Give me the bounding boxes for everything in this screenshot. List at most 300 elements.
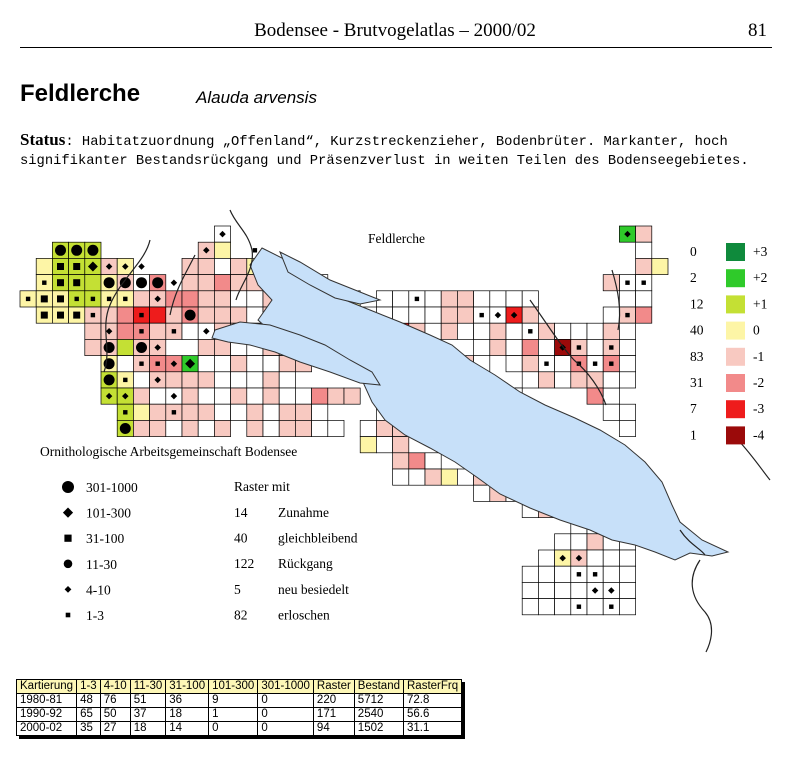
raster-cell: [603, 388, 619, 404]
running-header: Bodensee - Brutvogelatlas – 2000/02: [254, 20, 536, 41]
symbol-small-square: [91, 313, 95, 317]
raster-cell: [198, 339, 214, 355]
raster-cell: [522, 339, 538, 355]
raster-cell: [150, 404, 166, 420]
map-credit: Ornithologische Arbeitsgemeinschaft Bodensee: [40, 444, 298, 459]
raster-cell: [247, 372, 263, 388]
raster-cell: [409, 469, 425, 485]
change-legend-swatch: [726, 243, 745, 261]
table-cell: 35: [77, 722, 101, 736]
raster-cell: [425, 469, 441, 485]
raster-cell: [636, 258, 652, 274]
raster-cell: [538, 566, 554, 582]
raster-cell: [522, 599, 538, 615]
symbol-square: [57, 295, 64, 302]
raster-title: Raster mit: [234, 479, 290, 494]
table-row: [17, 722, 462, 736]
status-label: Status: [20, 130, 66, 149]
raster-cell: [150, 323, 166, 339]
raster-cell: [182, 291, 198, 307]
raster-cell: [198, 404, 214, 420]
raster-cell: [506, 339, 522, 355]
raster-cell: [441, 291, 457, 307]
change-legend-count: 31: [690, 375, 704, 390]
raster-cell: [231, 307, 247, 323]
raster-cell: [474, 339, 490, 355]
change-legend-swatch: [726, 400, 745, 418]
raster-cell: [636, 226, 652, 242]
raster-cell: [474, 291, 490, 307]
table-cell: 2000-02: [17, 722, 77, 736]
raster-cell: [312, 404, 328, 420]
table-header-cell: 301-1000: [258, 680, 314, 694]
status-paragraph: [20, 130, 780, 171]
raster-cell: [182, 323, 198, 339]
raster-cell: [490, 339, 506, 355]
raster-cell: [360, 420, 376, 436]
raster-cell: [279, 404, 295, 420]
change-legend-label: +1: [753, 296, 768, 312]
raster-legend-count: 82: [234, 607, 248, 623]
raster-cell: [328, 388, 344, 404]
symbol-small-square: [593, 572, 597, 576]
symbol-small-square: [528, 329, 532, 333]
raster-cell: [538, 372, 554, 388]
table-cell: 1990-92: [17, 708, 77, 722]
raster-cell: [198, 372, 214, 388]
raster-cell: [587, 550, 603, 566]
change-legend-count: 0: [690, 244, 697, 259]
symbol-square: [41, 312, 48, 319]
raster-cell: [117, 356, 133, 372]
raster-cell: [587, 388, 603, 404]
symbol-small-square: [123, 410, 127, 414]
symbol-small-square: [415, 297, 419, 301]
raster-legend-count: 14: [234, 505, 248, 520]
distribution-map: [0, 200, 790, 655]
raster-cell: [619, 323, 635, 339]
raster-cell: [603, 372, 619, 388]
symbol-small-square: [123, 297, 127, 301]
table-header-cell: Raster: [313, 680, 354, 694]
symbol-large-circle: [152, 277, 163, 288]
raster-cell: [85, 323, 101, 339]
table-header-cell: Kartierung: [17, 680, 77, 694]
symbol-square: [41, 295, 48, 302]
raster-cell: [279, 388, 295, 404]
raster-cell: [457, 323, 473, 339]
table-header-row: [17, 680, 462, 694]
symbol-small-square: [139, 362, 143, 366]
symbol-large-circle: [185, 310, 196, 321]
raster-cell: [360, 437, 376, 453]
change-legend-label: +3: [753, 244, 768, 259]
table-cell: 94: [313, 722, 354, 736]
symbol-square: [57, 263, 64, 270]
size-legend-label: 11-30: [86, 556, 117, 572]
raster-cell: [603, 550, 619, 566]
raster-cell: [619, 356, 635, 372]
raster-legend-label: erloschen: [278, 607, 330, 623]
raster-cell: [295, 404, 311, 420]
symbol-square: [73, 263, 80, 270]
raster-cell: [166, 372, 182, 388]
raster-cell: [247, 388, 263, 404]
raster-cell: [619, 566, 635, 582]
raster-cell: [652, 258, 668, 274]
raster-cell: [214, 420, 230, 436]
symbol-small-square: [609, 345, 613, 349]
raster-cell: [603, 323, 619, 339]
raster-cell: [441, 469, 457, 485]
raster-cell: [117, 323, 133, 339]
symbol-large-circle: [55, 245, 66, 256]
raster-cell: [133, 404, 149, 420]
change-legend-label: -4: [753, 427, 765, 443]
raster-cell: [474, 323, 490, 339]
raster-cell: [279, 420, 295, 436]
table-header-cell: 31-100: [166, 680, 209, 694]
raster-cell: [555, 566, 571, 582]
raster-cell: [538, 582, 554, 598]
raster-legend-label: Rückgang: [278, 556, 333, 572]
raster-cell: [214, 307, 230, 323]
raster-legend: [234, 505, 358, 622]
raster-cell: [603, 566, 619, 582]
raster-cell: [619, 582, 635, 598]
raster-cell: [522, 566, 538, 582]
raster-cell: [231, 404, 247, 420]
symbol-small-square: [75, 297, 79, 301]
raster-cell: [166, 420, 182, 436]
raster-cell: [571, 582, 587, 598]
table-header-cell: RasterFrq: [404, 680, 462, 694]
table-cell: 65: [77, 708, 101, 722]
table-cell: 1980-81: [17, 694, 77, 708]
raster-cell: [133, 372, 149, 388]
raster-cell: [231, 356, 247, 372]
raster-cell: [522, 582, 538, 598]
raster-cell: [587, 372, 603, 388]
change-legend-swatch: [726, 348, 745, 366]
raster-cell: [490, 323, 506, 339]
table-cell: 0: [258, 694, 314, 708]
raster-cell: [133, 388, 149, 404]
species-latin-name: Alauda arvensis: [196, 88, 317, 107]
change-legend-swatch: [726, 322, 745, 340]
raster-cell: [376, 437, 392, 453]
raster-cell: [182, 388, 198, 404]
symbol-small-square: [593, 362, 597, 366]
raster-cell: [198, 291, 214, 307]
raster-cell: [231, 258, 247, 274]
raster-cell: [231, 372, 247, 388]
symbol-small-square: [577, 345, 581, 349]
species-name: Feldlerche: [20, 80, 141, 107]
table-header-cell: 11-30: [130, 680, 166, 694]
raster-cell: [328, 420, 344, 436]
raster-cell: [522, 291, 538, 307]
raster-cell: [587, 534, 603, 550]
change-legend-count: 7: [690, 401, 697, 417]
raster-cell: [198, 420, 214, 436]
change-legend-swatch: [726, 295, 745, 313]
table-cell: 27: [100, 722, 130, 736]
symbol-large-circle: [104, 374, 115, 385]
change-legend-count: 40: [690, 322, 704, 338]
raster-cell: [474, 485, 490, 501]
raster-cell: [279, 372, 295, 388]
symbol-square: [57, 279, 64, 286]
symbol-small-diamond: [138, 263, 145, 270]
raster-cell: [85, 275, 101, 291]
symbol-large-circle: [104, 277, 115, 288]
raster-cell: [619, 420, 635, 436]
raster-cell: [522, 372, 538, 388]
raster-cell: [182, 258, 198, 274]
table-cell: 37: [130, 708, 166, 722]
raster-cell: [295, 388, 311, 404]
raster-cell: [263, 372, 279, 388]
table-cell: 31.1: [404, 722, 462, 736]
size-legend-label: 101-300: [86, 505, 131, 521]
change-legend-count: 2: [690, 270, 697, 286]
raster-cell: [263, 388, 279, 404]
raster-cell: [263, 420, 279, 436]
symbol-large-circle: [87, 245, 98, 256]
change-legend-swatch: [726, 426, 745, 444]
raster-legend-label: gleichbleibend: [278, 530, 358, 546]
raster-cell: [619, 372, 635, 388]
raster-cell: [409, 453, 425, 469]
table-cell: 1502: [354, 722, 403, 736]
raster-cell: [247, 356, 263, 372]
raster-cell: [376, 291, 392, 307]
table-cell: 18: [166, 708, 209, 722]
table-header-cell: Bestand: [354, 680, 403, 694]
header-rule: [20, 47, 772, 48]
raster-cell: [117, 307, 133, 323]
table-row: [17, 694, 462, 708]
symbol-square: [73, 312, 80, 319]
raster-cell: [263, 356, 279, 372]
table-cell: 50: [100, 708, 130, 722]
raster-cell: [555, 599, 571, 615]
raster-cell: [571, 534, 587, 550]
symbol-small-diamond: [171, 279, 178, 286]
table-cell: 18: [130, 722, 166, 736]
raster-cell: [198, 307, 214, 323]
raster-cell: [231, 388, 247, 404]
raster-cell: [198, 275, 214, 291]
raster-cell: [247, 404, 263, 420]
raster-cell: [312, 420, 328, 436]
legend-symbol: [64, 560, 73, 569]
raster-cell: [506, 291, 522, 307]
symbol-small-square: [172, 329, 176, 333]
symbol-small-square: [625, 281, 629, 285]
raster-cell: [182, 420, 198, 436]
raster-cell: [150, 420, 166, 436]
raster-cell: [538, 339, 554, 355]
raster-cell: [117, 339, 133, 355]
raster-cell: [555, 356, 571, 372]
symbol-small-square: [139, 329, 143, 333]
raster-cell: [150, 388, 166, 404]
symbol-small-square: [156, 362, 160, 366]
symbol-large-circle: [120, 423, 131, 434]
raster-cell: [555, 372, 571, 388]
census-table: [16, 679, 462, 736]
symbol-large-circle: [120, 277, 131, 288]
symbol-square: [57, 312, 64, 319]
table-cell: 171: [313, 708, 354, 722]
raster-cell: [506, 356, 522, 372]
symbol-small-square: [609, 362, 613, 366]
raster-cell: [619, 550, 635, 566]
raster-cell: [619, 339, 635, 355]
raster-legend-label: Zunahme: [278, 505, 329, 520]
raster-cell: [247, 291, 263, 307]
table-cell: 56.6: [404, 708, 462, 722]
raster-cell: [457, 307, 473, 323]
raster-cell: [522, 356, 538, 372]
symbol-large-circle: [104, 342, 115, 353]
table-header-cell: 101-300: [209, 680, 258, 694]
symbol-small-square: [172, 410, 176, 414]
raster-cell: [490, 291, 506, 307]
page-number: 81: [748, 20, 767, 41]
raster-cell: [603, 307, 619, 323]
change-legend-label: -2: [753, 375, 765, 390]
raster-cell: [425, 291, 441, 307]
symbol-small-square: [480, 313, 484, 317]
raster-legend-count: 122: [234, 556, 255, 572]
raster-cell: [263, 404, 279, 420]
raster-cell: [636, 307, 652, 323]
table-cell: 0: [209, 722, 258, 736]
raster-cell: [150, 307, 166, 323]
raster-cell: [441, 323, 457, 339]
raster-cell: [636, 291, 652, 307]
map-title: Feldlerche: [368, 231, 425, 246]
table-cell: 1: [209, 708, 258, 722]
raster-cell: [409, 307, 425, 323]
raster-cell: [457, 291, 473, 307]
table-header-cell: 4-10: [100, 680, 130, 694]
change-legend-count: 12: [690, 296, 704, 312]
symbol-small-square: [544, 362, 548, 366]
table-row: [17, 708, 462, 722]
raster-cell: [619, 404, 635, 420]
raster-cell: [587, 599, 603, 615]
raster-cell: [214, 404, 230, 420]
symbol-small-square: [642, 281, 646, 285]
raster-cell: [603, 404, 619, 420]
legend-symbol: [63, 508, 73, 518]
raster-cell: [214, 291, 230, 307]
raster-cell: [441, 307, 457, 323]
table-cell: 14: [166, 722, 209, 736]
size-legend-label: 1-3: [86, 608, 104, 623]
raster-cell: [36, 258, 52, 274]
size-legend-label: 4-10: [86, 582, 111, 598]
symbol-small-square: [577, 605, 581, 609]
raster-cell: [619, 599, 635, 615]
change-legend-swatch: [726, 269, 745, 287]
change-legend-label: +2: [753, 270, 768, 286]
table-header-cell: 1-3: [77, 680, 101, 694]
change-legend: [690, 243, 768, 444]
raster-cell: [198, 258, 214, 274]
table-cell: 9: [209, 694, 258, 708]
raster-cell: [571, 323, 587, 339]
symbol-small-square: [123, 378, 127, 382]
raster-cell: [555, 582, 571, 598]
table-cell: 76: [100, 694, 130, 708]
symbol-large-circle: [136, 277, 147, 288]
symbol-small-square: [107, 297, 111, 301]
table-cell: 2540: [354, 708, 403, 722]
change-legend-label: -3: [753, 401, 765, 417]
raster-cell: [133, 420, 149, 436]
change-legend-swatch: [726, 374, 745, 392]
raster-cell: [101, 307, 117, 323]
change-legend-count: 1: [690, 427, 697, 443]
raster-cell: [214, 372, 230, 388]
raster-cell: [538, 550, 554, 566]
raster-cell: [247, 420, 263, 436]
raster-legend-label: neu besiedelt: [278, 581, 349, 597]
legend-symbol: [62, 481, 74, 493]
size-legend: [62, 480, 138, 623]
legend-symbol: [65, 586, 72, 593]
raster-cell: [214, 356, 230, 372]
raster-cell: [85, 339, 101, 355]
raster-cell: [393, 437, 409, 453]
raster-cell: [166, 307, 182, 323]
symbol-small-square: [625, 313, 629, 317]
raster-cell: [295, 420, 311, 436]
raster-cell: [393, 453, 409, 469]
raster-cell: [182, 404, 198, 420]
raster-cell: [312, 388, 328, 404]
raster-legend-count: 5: [234, 581, 241, 597]
raster-cell: [214, 242, 230, 258]
raster-cell: [133, 291, 149, 307]
raster-cell: [198, 388, 214, 404]
raster-legend-count: 40: [234, 530, 248, 546]
raster-cell: [555, 323, 571, 339]
change-legend-label: -1: [753, 348, 765, 364]
raster-cell: [587, 323, 603, 339]
raster-cell: [538, 599, 554, 615]
legend-symbol: [66, 613, 71, 618]
raster-cell: [393, 469, 409, 485]
raster-cell: [619, 291, 635, 307]
symbol-small-square: [577, 572, 581, 576]
raster-cell: [214, 388, 230, 404]
table-cell: 0: [258, 708, 314, 722]
symbol-large-circle: [71, 245, 82, 256]
legend-symbol: [64, 535, 71, 542]
table-cell: 0: [258, 722, 314, 736]
raster-cell: [587, 339, 603, 355]
symbol-small-square: [42, 281, 46, 285]
table-cell: 5712: [354, 694, 403, 708]
raster-cell: [214, 258, 230, 274]
raster-cell: [182, 275, 198, 291]
